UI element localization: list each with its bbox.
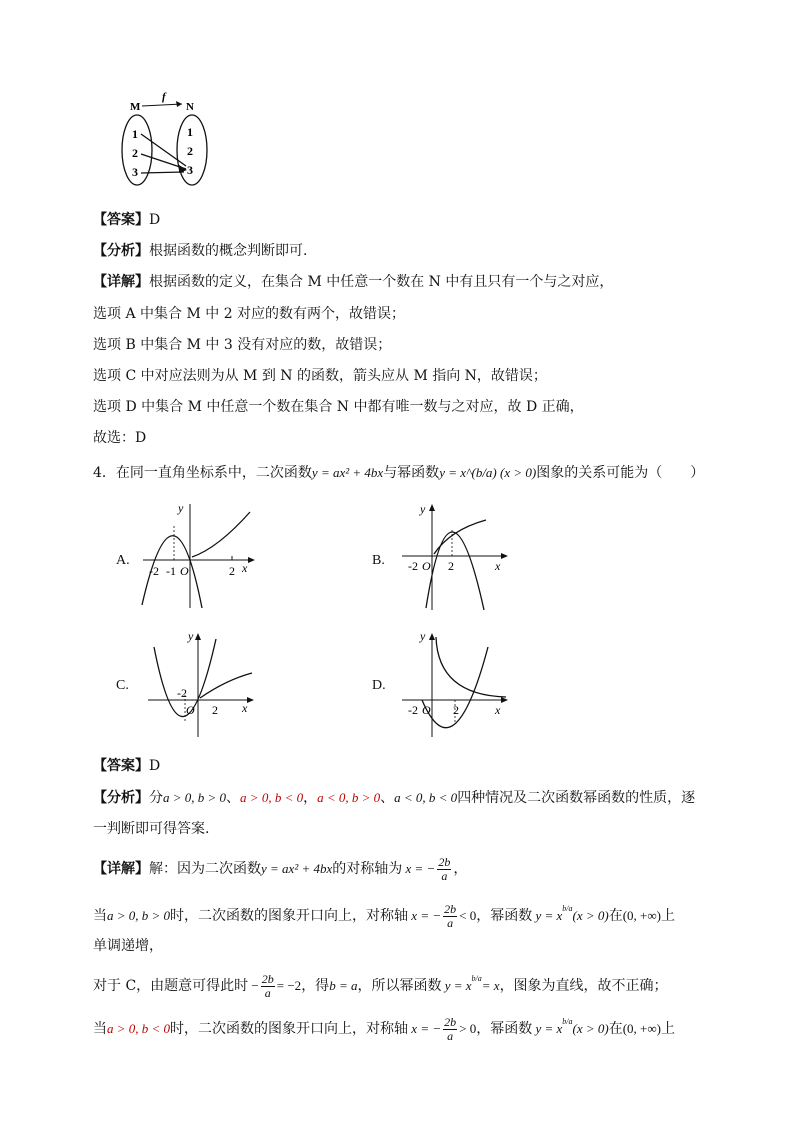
graph-a-label-neg1: -1 — [166, 564, 176, 578]
q4-quad-expr: y = ax² + 4bx — [311, 465, 384, 480]
graph-b-label-2: 2 — [448, 559, 454, 573]
graph-d-label-neg2: -2 — [408, 703, 418, 717]
q3-detail-line-2: 选项 A 中集合 M 中 2 对应的数有两个，故错误； — [93, 306, 406, 322]
q4-stem-suffix: 图象的关系可能为（ ） — [536, 465, 705, 481]
q4-d1-c: 的对称轴为 — [332, 861, 403, 877]
graph-c-label-o: O — [186, 703, 195, 717]
option-d-label: D. — [372, 678, 386, 693]
graph-b-label-neg2: -2 — [408, 559, 418, 573]
q4-analysis-tag: 【分析】 — [93, 790, 149, 806]
q4-d4-a: 对于 C，由题意可得此时 — [93, 978, 249, 994]
q4-d1-a: 解：因为二次函数 — [149, 861, 261, 877]
q4-d5-f: (0, +∞) — [622, 1021, 661, 1036]
q4-d1-quad: y = ax² + 4bx — [261, 861, 333, 876]
n-item-3: 3 — [187, 163, 193, 177]
q4-d2-cond: a > 0, b > 0 — [107, 908, 171, 923]
q4-d4-c: ，得 — [301, 978, 330, 994]
q4-answer-tag: 【答案】 — [93, 758, 149, 774]
m-item-3: 3 — [132, 165, 138, 179]
q4-detail-tag: 【详解】 — [93, 861, 149, 877]
q4-d2-f: (0, +∞) — [622, 908, 661, 923]
q4-answer: D — [149, 758, 161, 774]
set-n-label: N — [186, 101, 194, 113]
q4-cond-3: a < 0, b > 0 — [317, 790, 381, 805]
n-item-2: 2 — [187, 144, 193, 158]
graph-b — [398, 500, 510, 612]
graph-c — [144, 625, 256, 737]
graph-a-label-x: x — [242, 561, 248, 575]
q4-d2-b: 时，二次函数的图象开口向上，对称轴 — [170, 908, 409, 924]
graph-c-label-2: 2 — [212, 703, 218, 717]
q4-analysis-line-2: 一判断即可得答案. — [93, 821, 210, 837]
q4-stem-prefix: 4．在同一直角坐标系中，二次函数 — [93, 465, 312, 481]
q4-analysis-p2: 四种情况及二次函数幂函数的性质，逐 — [457, 790, 696, 806]
q4-detail-line-1: 【详解】解：因为二次函数y = ax² + 4bx的对称轴为 x = − $\frac{2b}{a}$ ， — [93, 854, 468, 883]
q3-analysis-tag: 【分析】 — [93, 243, 149, 259]
option-b-label: B. — [372, 553, 385, 568]
m-item-1: 1 — [132, 127, 138, 141]
q4-detail-line-4: 对于 C，由题意可得此时 − $\frac{2b}{a}$ = −2，得b = a，所以幂函数 $y = x^{b/a}= x$，图象为直线，故不正确； — [93, 971, 668, 1000]
graph-d-label-y: y — [420, 629, 426, 643]
axis-fraction-1: $\frac{2b}{a}$ — [438, 854, 451, 883]
q3-answer: D — [149, 212, 161, 228]
q3-detail-line-3: 选项 B 中集合 M 中 3 没有对应的数，故错误； — [93, 337, 392, 353]
q3-answer-tag: 【答案】 — [93, 212, 149, 228]
q4-d5-a: 当 — [93, 1021, 107, 1037]
q4-d2-c: < 0 — [459, 908, 477, 923]
q4-detail-line-5: 当a > 0, b < 0时，二次函数的图象开口向上，对称轴 x = − $\frac{2b}{a}$ > 0，幂函数 $y = x^{b/a}(x > 0)$在(0, +∞)上 — [93, 1014, 675, 1043]
axis-fraction-2: $\frac{2b}{a}$ — [444, 901, 457, 930]
graph-d-label-x: x — [495, 703, 501, 717]
q4-detail-line-2: 当a > 0, b > 0时，二次函数的图象开口向上，对称轴 x = − $\frac{2b}{a}$ < 0，幂函数 $y = x^{b/a}(x > 0)$在(0, +∞)上 — [93, 901, 675, 930]
q4-d2-e: 在 — [608, 908, 623, 924]
q4-d1-d: ， — [453, 861, 468, 877]
graph-a — [138, 500, 258, 612]
q4-d4-e: ，所以幂函数 — [357, 978, 442, 994]
q4-cond-4: a < 0, b < 0 — [394, 790, 458, 805]
q4-d5-c: > 0 — [459, 1021, 477, 1036]
graph-d-label-2: 2 — [453, 703, 459, 717]
map-f-label: f — [162, 92, 166, 103]
graph-b-label-x: x — [495, 559, 501, 573]
q4-analysis-line-1: 【分析】分a > 0, b > 0、a > 0, b < 0，a < 0, b > 0、a < 0, b < 0四种情况及二次函数幂函数的性质，逐 — [93, 790, 696, 806]
graph-d — [398, 625, 510, 737]
q3-detail-line-5: 选项 D 中集合 M 中任意一个数在集合 N 中都有唯一数与之对应，故 D 正确， — [93, 399, 584, 415]
option-a-label: A. — [116, 553, 130, 568]
graph-c-label-x: x — [242, 701, 248, 715]
graph-a-label-2: 2 — [229, 564, 235, 578]
mapping-diagram — [120, 92, 220, 192]
m-item-2: 2 — [132, 146, 138, 160]
q4-d4-b: = −2 — [276, 978, 302, 993]
q4-d5-b: 时，二次函数的图象开口向上，对称轴 — [170, 1021, 409, 1037]
q4-cond-2: a > 0, b < 0 — [240, 790, 304, 805]
q4-cond-1: a > 0, b > 0 — [163, 790, 227, 805]
graph-c-label-y: y — [188, 629, 194, 643]
q3-detail-line-1 — [93, 272, 613, 292]
graph-d-label-o: O — [422, 703, 431, 717]
q4-d2-a: 当 — [93, 908, 107, 924]
graph-a-label-o: O — [180, 564, 189, 578]
q4-d2-d: ，幂函数 — [476, 908, 533, 924]
q4-d2-g: 上 — [660, 908, 675, 924]
graph-b-label-y: y — [420, 502, 426, 516]
q4-d4-g: ，图象为直线，故不正确； — [499, 978, 668, 994]
q3-detail-line-6: 故选：D — [93, 430, 147, 446]
q3-analysis-line — [93, 241, 307, 261]
q4-answer-line — [93, 756, 160, 776]
q3-analysis: 根据函数的概念判断即可. — [149, 243, 308, 259]
q3-detail-text-1: 根据函数的定义，在集合 M 中任意一个数在 N 中有且只有一个与之对应， — [149, 274, 614, 290]
q3-detail-line-4: 选项 C 中对应法则为从 M 到 N 的函数，箭头应从 M 指向 N，故错误； — [93, 368, 547, 384]
q4-stem-mid: 与幂函数 — [383, 465, 440, 481]
q4-d5-e: 在 — [608, 1021, 623, 1037]
set-m-label: M — [130, 101, 141, 113]
q4-d4-d: b = a — [329, 978, 358, 993]
option-c-label: C. — [116, 678, 129, 693]
q3-detail-tag: 【详解】 — [93, 274, 149, 290]
q4-detail-line-3: 单调递增， — [93, 938, 163, 954]
n-item-1: 1 — [187, 125, 193, 139]
q4-power-expr: y = x^(b/a) (x > 0) — [439, 465, 537, 480]
q4-stem — [93, 463, 704, 483]
q4-d5-cond: a > 0, b < 0 — [107, 1021, 171, 1036]
graph-b-label-o: O — [422, 559, 431, 573]
graph-a-label-neg2: -2 — [149, 564, 159, 578]
q3-answer-line — [93, 210, 160, 230]
q4-analysis-p1: 分 — [149, 790, 163, 806]
axis-fraction-3: $\frac{2b}{a}$ — [261, 971, 274, 1000]
axis-fraction-4: $\frac{2b}{a}$ — [444, 1014, 457, 1043]
q4-d4-f: = x — [481, 978, 500, 993]
q4-d5-g: 上 — [660, 1021, 675, 1037]
graph-c-label-neg2: -2 — [177, 686, 187, 700]
graph-a-label-y: y — [178, 501, 184, 515]
q4-d5-d: ，幂函数 — [476, 1021, 533, 1037]
